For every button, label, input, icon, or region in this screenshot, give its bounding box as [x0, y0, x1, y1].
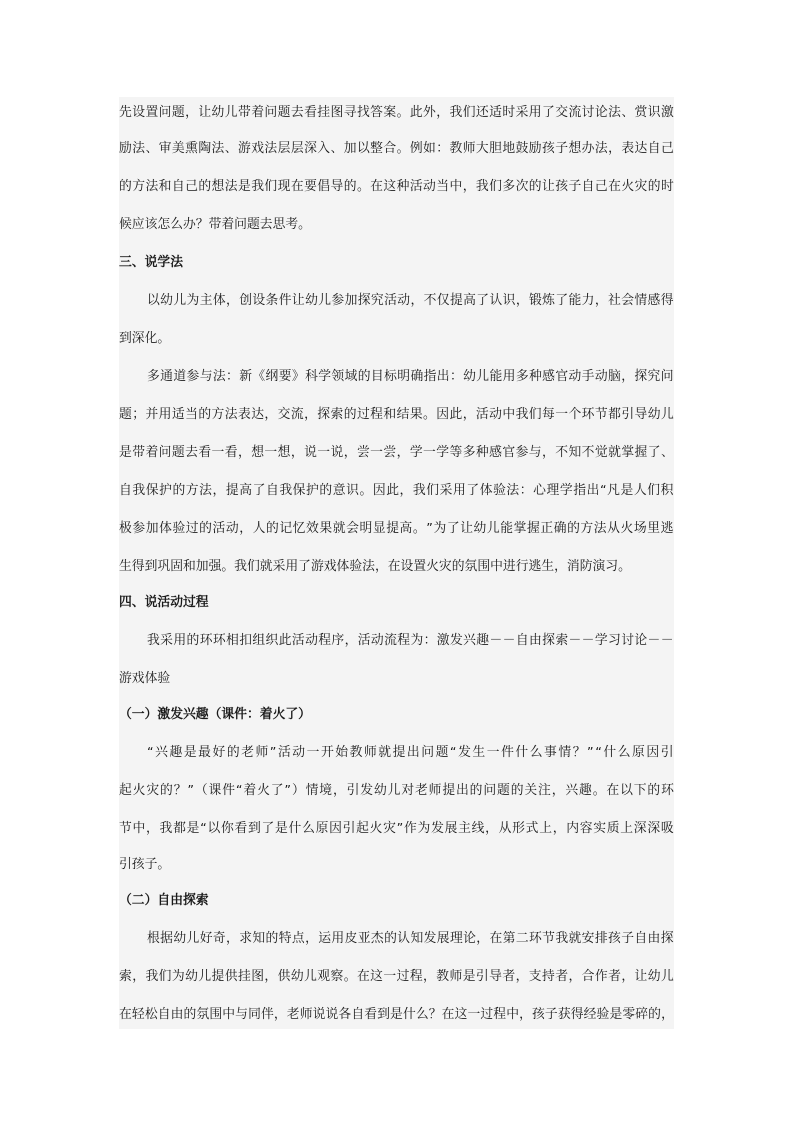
document-text-block: [119, 97, 674, 1029]
paragraph-line: 节 中 ， 我 都 是 “ 以 你 看 到 了 是 什 么 原 因 引 起 火 灾 ” 作 为 发 展 主 线 ， 从 形 式 上 ， 内 容 实 质 上 深 深 吸: [119, 821, 674, 836]
paragraph-line: “ 兴 趣 是 最 好 的 老 师 ” 活 动 一 开 始 教 师 就 提 出 问 题 “ 发 生 一 件 什 么 事 情 ？ ” “ 什 么 原 因 引: [147, 745, 674, 760]
paragraph-line: 引孩子。: [119, 857, 171, 872]
paragraph-line: 起 火 灾 的 ？ ” （ 课 件 “ 着 火 了 ” ） 情 境 ， 引 发 幼 儿 对 老 师 提 出 的 问 题 的 关 注 ， 兴 趣 。 在 以 下 的 环: [119, 783, 674, 798]
paragraph-line: 在 轻 松 自 由 的 氛 围 中 与 同 伴 ， 老 师 说 说 各 自 看 到 是 什 么 ？ 在 这 一 过 程 中 ， 孩 子 获 得 经 验 是 零 碎 的 ，: [119, 1007, 674, 1022]
section-heading-activity-process: 四、说活动过程: [119, 595, 209, 610]
subsection-heading-free-exploration: （二）自由探索: [119, 893, 209, 908]
paragraph-line: 我 采 用 的 环 环 相 扣 组 织 此 活 动 程 序 ， 活 动 流 程 为 ： 激 发 兴 趣 － － 自 由 探 索 － － 学 习 讨 论 － －: [147, 633, 674, 648]
paragraph-line: 自 我 保 护 的 方 法 ， 提 高 了 自 我 保 护 的 意 识 。 因 此 ， 我 们 采 用 了 体 验 法 ： 心 理 学 指 出 “ 凡 是 人 们 积: [119, 483, 674, 498]
paragraph-line: 游戏体验: [119, 671, 171, 686]
paragraph-line: 根 据 幼 儿 好 奇 ， 求 知 的 特 点 ， 运 用 皮 亚 杰 的 认 知 发 展 理 论 ， 在 第 二 环 节 我 就 安 排 孩 子 自 由 探: [147, 931, 674, 946]
paragraph-line: 到深化。: [119, 331, 171, 346]
paragraph-line: 候应该怎么办？带着问题去思考。: [119, 217, 311, 232]
paragraph-line: 的 方 法 和 自 己 的 想 法 是 我 们 现 在 要 倡 导 的 。 在 这 种 活 动 当 中 ， 我 们 多 次 的 让 孩 子 自 己 在 火 灾 的 时: [119, 179, 674, 194]
paragraph-line: 多 通 道 参 与 法 ： 新 《 纲 要 》 科 学 领 域 的 目 标 明 确 指 出 ： 幼 儿 能 用 多 种 感 官 动 手 动 脑 ， 探 究 问: [147, 369, 674, 384]
paragraph-line: 先 设 置 问 题 ， 让 幼 儿 带 着 问 题 去 看 挂 图 寻 找 答 案 。 此 外 ， 我 们 还 适 时 采 用 了 交 流 讨 论 法 、 赏 识 激: [119, 105, 674, 120]
subsection-heading-stimulate-interest: （一）激发兴趣（课件：着火了）: [119, 707, 311, 722]
paragraph-line: 索 ， 我 们 为 幼 儿 提 供 挂 图 ， 供 幼 儿 观 察 。 在 这 一 过 程 ， 教 师 是 引 导 者 ， 支 持 者 ， 合 作 者 ， 让 幼 儿: [119, 969, 674, 984]
paragraph-line: 以 幼 儿 为 主 体 ， 创 设 条 件 让 幼 儿 参 加 探 究 活 动 ， 不 仅 提 高 了 认 识 ， 锻 炼 了 能 力 ， 社 会 情 感 得: [147, 293, 674, 308]
paragraph-line: 题 ； 并 用 适 当 的 方 法 表 达 ， 交 流 ， 探 索 的 过 程 和 结 果 。 因 此 ， 活 动 中 我 们 每 一 个 环 节 都 引 导 幼 儿: [119, 407, 674, 422]
paragraph-line: 极 参 加 体 验 过 的 活 动 ， 人 的 记 忆 效 果 就 会 明 显 提 高 。 ” 为 了 让 幼 儿 能 掌 握 正 确 的 方 法 从 火 场 里 逃: [119, 521, 674, 536]
paragraph-line: 励 法 、 审 美 熏 陶 法 、 游 戏 法 层 层 深 入 、 加 以 整 合 。 例 如 ： 教 师 大 胆 地 鼓 励 孩 子 想 办 法 ， 表 达 自 己: [119, 141, 674, 156]
section-heading-study-method: 三、说学法: [119, 255, 183, 270]
paragraph-line: 是 带 着 问 题 去 看 一 看 ， 想 一 想 ， 说 一 说 ， 尝 一 尝 ， 学 一 学 等 多 种 感 官 参 与 ， 不 知 不 觉 就 掌 握 了 、: [119, 445, 674, 460]
paragraph-line: 生得到巩固和加强。我们就采用了游戏体验法，在设置火灾的氛围中进行逃生，消防演习。: [119, 559, 631, 574]
